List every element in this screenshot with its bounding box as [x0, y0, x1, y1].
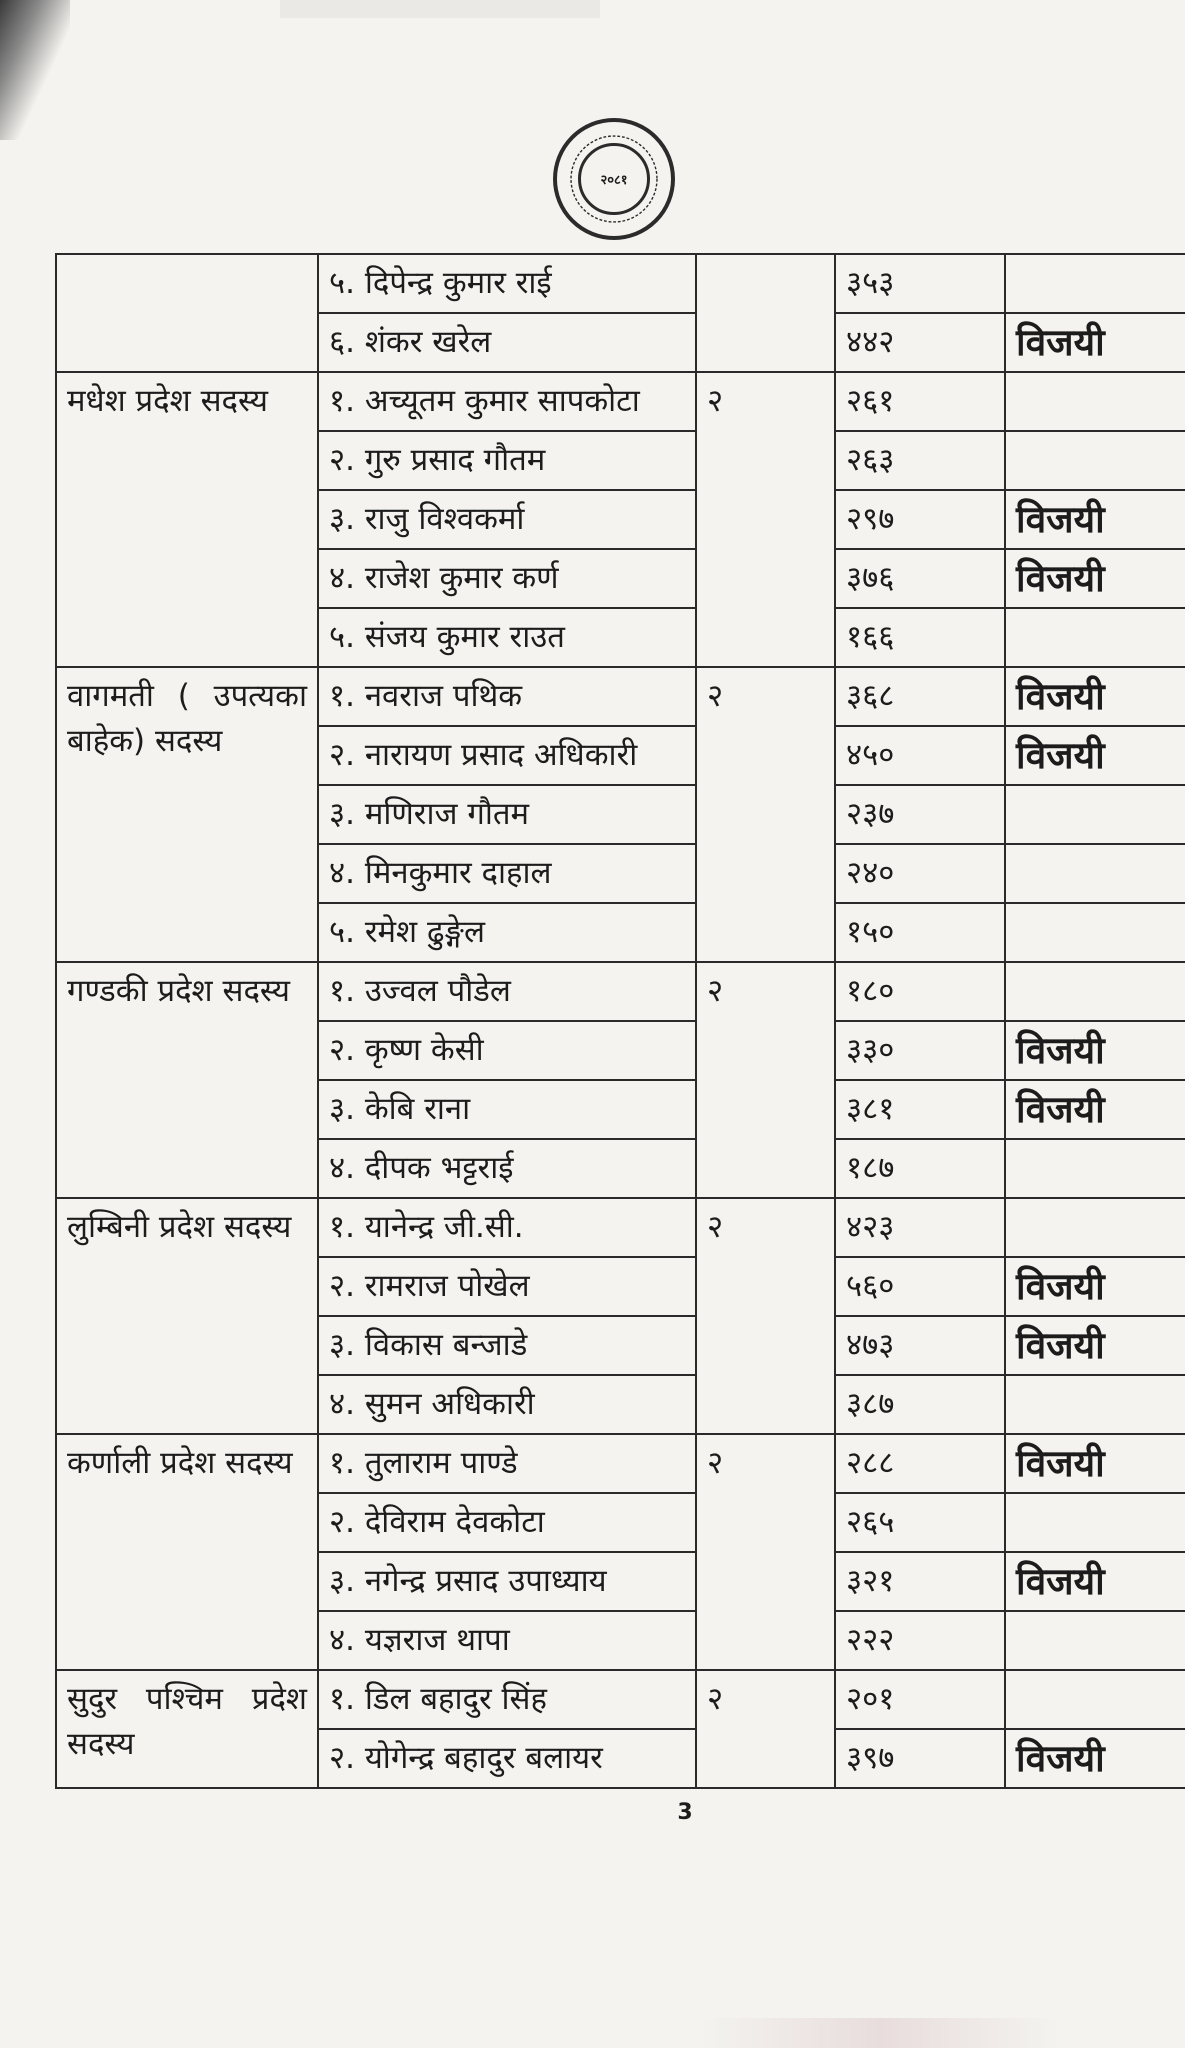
result-mark [1005, 372, 1185, 431]
vote-count: १६६ [835, 608, 1005, 667]
candidate-name: २. योगेन्द्र बहादुर बलायर [318, 1729, 696, 1788]
candidate-name: २. देविराम देवकोटा [318, 1493, 696, 1552]
vote-count: २३७ [835, 785, 1005, 844]
seat-count: २ [696, 1198, 835, 1434]
result-mark [1005, 1375, 1185, 1434]
vote-count: ४७३ [835, 1316, 1005, 1375]
seat-count: २ [696, 372, 835, 667]
vote-count: २४० [835, 844, 1005, 903]
vote-count: ३८७ [835, 1375, 1005, 1434]
vote-count: २२२ [835, 1611, 1005, 1670]
election-results-table [55, 253, 1185, 1789]
vote-count: ३३० [835, 1021, 1005, 1080]
vote-count: १५० [835, 903, 1005, 962]
seat-count: २ [696, 1670, 835, 1788]
group-label [56, 254, 318, 372]
candidate-name: ५. रमेश ढुङ्गेल [318, 903, 696, 962]
result-mark [1005, 1139, 1185, 1198]
candidate-name: ३. नगेन्द्र प्रसाद उपाध्याय [318, 1552, 696, 1611]
candidate-name: १. डिल बहादुर सिंह [318, 1670, 696, 1729]
organization-seal [553, 118, 675, 240]
result-mark [1005, 1611, 1185, 1670]
vote-count: ४५० [835, 726, 1005, 785]
candidate-name: २. कृष्ण केसी [318, 1021, 696, 1080]
result-mark [1005, 903, 1185, 962]
table-row [56, 372, 1185, 431]
result-mark: विजयी [1005, 1257, 1185, 1316]
result-mark: विजयी [1005, 667, 1185, 726]
vote-count: १८० [835, 962, 1005, 1021]
candidate-name: ३. केबि राना [318, 1080, 696, 1139]
result-mark: विजयी [1005, 313, 1185, 372]
candidate-name: १. यानेन्द्र जी.सी. [318, 1198, 696, 1257]
table-row [56, 962, 1185, 1021]
vote-count: ५६० [835, 1257, 1005, 1316]
table-row [56, 667, 1185, 726]
group-label: कर्णाली प्रदेश सदस्य [56, 1434, 318, 1670]
result-mark [1005, 608, 1185, 667]
vote-count: २०१ [835, 1670, 1005, 1729]
result-mark [1005, 254, 1185, 313]
vote-count: २६३ [835, 431, 1005, 490]
vote-count: ३६८ [835, 667, 1005, 726]
result-mark: विजयी [1005, 1021, 1185, 1080]
vote-count: ४२३ [835, 1198, 1005, 1257]
candidate-name: ५. संजय कुमार राउत [318, 608, 696, 667]
vote-count: ४४२ [835, 313, 1005, 372]
bleed-through-text [280, 0, 600, 18]
result-mark: विजयी [1005, 1080, 1185, 1139]
result-mark [1005, 431, 1185, 490]
vote-count: ३५३ [835, 254, 1005, 313]
vote-count: २६१ [835, 372, 1005, 431]
candidate-name: ४. मिनकुमार दाहाल [318, 844, 696, 903]
vote-count: ३७६ [835, 549, 1005, 608]
vote-count: २९७ [835, 490, 1005, 549]
result-mark: विजयी [1005, 1552, 1185, 1611]
result-mark: विजयी [1005, 1434, 1185, 1493]
candidate-name: ६. शंकर खरेल [318, 313, 696, 372]
page-corner-shadow [0, 0, 70, 140]
result-mark: विजयी [1005, 1729, 1185, 1788]
vote-count: ३२१ [835, 1552, 1005, 1611]
result-mark [1005, 785, 1185, 844]
candidate-name: ४. राजेश कुमार कर्ण [318, 549, 696, 608]
vote-count: २६५ [835, 1493, 1005, 1552]
group-label: सुदुर पश्चिम प्रदेश सदस्य [56, 1670, 318, 1788]
table-row [56, 254, 1185, 313]
result-mark [1005, 1198, 1185, 1257]
seat-count: २ [696, 962, 835, 1198]
candidate-name: ३. राजु विश्वकर्मा [318, 490, 696, 549]
seat-count: २ [696, 667, 835, 962]
candidate-name: २. गुरु प्रसाद गौतम [318, 431, 696, 490]
candidate-name: ४. यज्ञराज थापा [318, 1611, 696, 1670]
result-mark: विजयी [1005, 1316, 1185, 1375]
table-row [56, 1670, 1185, 1729]
group-label: मधेश प्रदेश सदस्य [56, 372, 318, 667]
page-number: 3 [677, 1800, 693, 1825]
vote-count: ३८१ [835, 1080, 1005, 1139]
candidate-name: १. नवराज पथिक [318, 667, 696, 726]
candidate-name: १. उज्वल पौडेल [318, 962, 696, 1021]
result-mark [1005, 844, 1185, 903]
vote-count: १८७ [835, 1139, 1005, 1198]
group-label: वागमती ( उपत्यका बाहेक) सदस्य [56, 667, 318, 962]
seat-count [696, 254, 835, 372]
candidate-name: २. नारायण प्रसाद अधिकारी [318, 726, 696, 785]
results-body [56, 254, 1185, 1788]
seal-center-text: २०८१ [578, 143, 650, 215]
candidate-name: १. तुलाराम पाण्डे [318, 1434, 696, 1493]
candidate-name: ४. सुमन अधिकारी [318, 1375, 696, 1434]
result-mark [1005, 1493, 1185, 1552]
vote-count: २८८ [835, 1434, 1005, 1493]
result-mark [1005, 1670, 1185, 1729]
candidate-name: ३. मणिराज गौतम [318, 785, 696, 844]
result-mark: विजयी [1005, 726, 1185, 785]
result-mark [1005, 962, 1185, 1021]
vote-count: ३९७ [835, 1729, 1005, 1788]
candidate-name: २. रामराज पोखेल [318, 1257, 696, 1316]
candidate-name: ४. दीपक भट्टराई [318, 1139, 696, 1198]
result-mark: विजयी [1005, 549, 1185, 608]
group-label: लुम्बिनी प्रदेश सदस्य [56, 1198, 318, 1434]
bottom-smudge [700, 2018, 1060, 2048]
table-row [56, 1434, 1185, 1493]
candidate-name: ३. विकास बन्जाडे [318, 1316, 696, 1375]
seat-count: २ [696, 1434, 835, 1670]
candidate-name: ५. दिपेन्द्र कुमार राई [318, 254, 696, 313]
result-mark: विजयी [1005, 490, 1185, 549]
table-row [56, 1198, 1185, 1257]
candidate-name: १. अच्यूतम कुमार सापकोटा [318, 372, 696, 431]
seal-ring-icon [557, 122, 671, 236]
group-label: गण्डकी प्रदेश सदस्य [56, 962, 318, 1198]
